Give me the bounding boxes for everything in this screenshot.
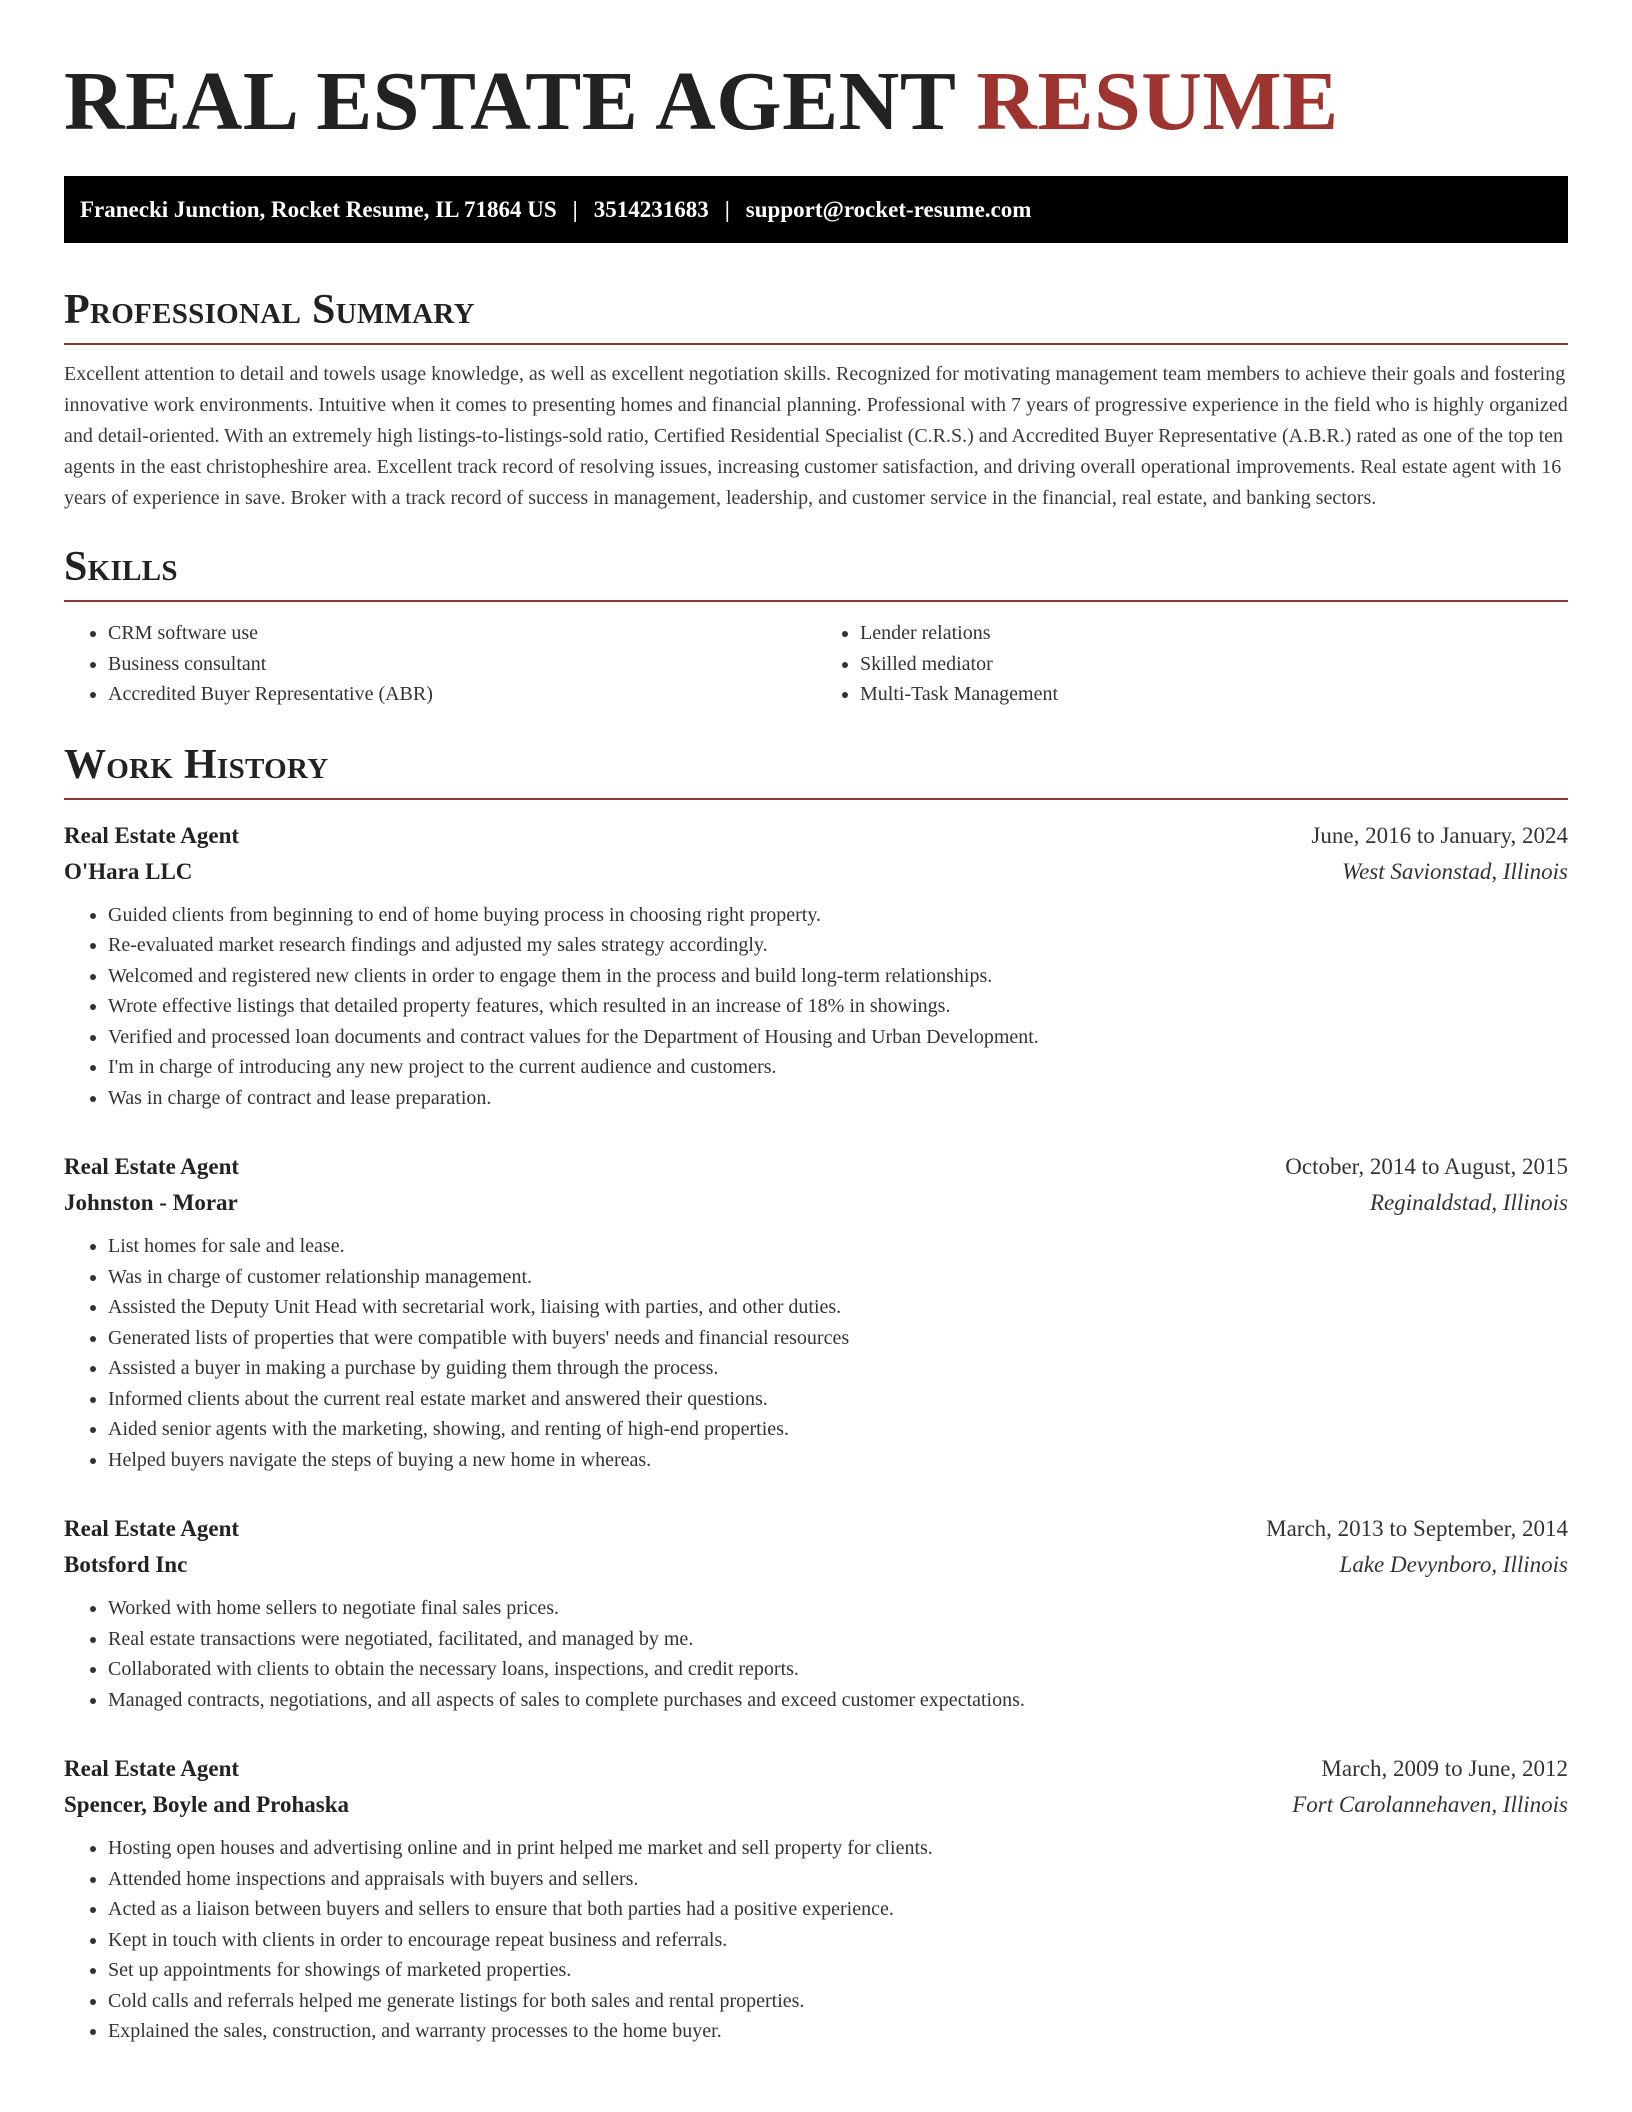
job-bullet: • Cold calls and referrals helped me generate listings for both sales and rental properties. <box>108 1986 1568 2017</box>
job-company-row <box>64 1787 1568 1823</box>
job-bullet: • Set up appointments for showings of marketed properties. <box>108 1955 1568 1986</box>
job-dates: March, 2013 to September, 2014 <box>1266 1516 1568 1541</box>
contact-separator: | <box>572 196 578 222</box>
job-bullet: • Explained the sales, construction, and warranty processes to the home buyer. <box>108 2016 1568 2047</box>
job-bullets <box>64 1593 1568 1715</box>
summary-heading: Professional Summary <box>64 285 1568 345</box>
skill-item: • Multi-Task Management <box>860 679 1568 710</box>
job-bullet: • Welcomed and registered new clients in order to engage them in the process and build long-term relationships. <box>108 961 1568 992</box>
job-bullet: • Collaborated with clients to obtain the necessary loans, inspections, and credit reports. <box>108 1654 1568 1685</box>
job-location: Reginaldstad, Illinois <box>1369 1190 1568 1215</box>
job-bullet: • Hosting open houses and advertising online and in print helped me market and sell property for clients. <box>108 1833 1568 1864</box>
job-bullet: • Verified and processed loan documents and contract values for the Department of Housing and Urban Development. <box>108 1022 1568 1053</box>
job-bullet: • Real estate transactions were negotiated, facilitated, and managed by me. <box>108 1624 1568 1655</box>
job-entry <box>64 1751 1568 2047</box>
job-location: Lake Devynboro, Illinois <box>1339 1552 1568 1577</box>
contact-bar <box>64 176 1568 243</box>
job-header-row <box>64 1751 1568 1787</box>
job-header-row <box>64 818 1568 854</box>
resume-title <box>64 0 1568 148</box>
job-company: O'Hara LLC <box>64 858 193 884</box>
summary-section <box>64 285 1568 514</box>
job-bullet: • List homes for sale and lease. <box>108 1231 1568 1262</box>
job-company: Spencer, Boyle and Prohaska <box>64 1792 349 1817</box>
job-bullet: • Worked with home sellers to negotiate final sales prices. <box>108 1593 1568 1624</box>
job-bullet: • Re-evaluated market research findings and adjusted my sales strategy accordingly. <box>108 930 1568 961</box>
job-bullets <box>64 1833 1568 2047</box>
job-bullet: • Aided senior agents with the marketing, showing, and renting of high-end properties. <box>108 1414 1568 1445</box>
job-title: Real Estate Agent <box>64 822 240 848</box>
job-title: Real Estate Agent <box>64 1756 240 1781</box>
job-entry <box>64 1149 1568 1475</box>
job-dates: October, 2014 to August, 2015 <box>1285 1154 1568 1179</box>
skills-list-right <box>816 618 1568 710</box>
skills-heading: Skills <box>64 542 1568 602</box>
job-bullet: • Generated lists of properties that were compatible with buyers' needs and financial resources <box>108 1323 1568 1354</box>
job-bullet: • Was in charge of contract and lease preparation. <box>108 1083 1568 1114</box>
job-company-row <box>64 1547 1568 1583</box>
job-title: Real Estate Agent <box>64 1516 240 1541</box>
job-entry <box>64 1511 1568 1715</box>
job-bullet: • I'm in charge of introducing any new project to the current audience and customers. <box>108 1052 1568 1083</box>
job-company: Johnston - Morar <box>64 1190 238 1215</box>
job-bullet: • Wrote effective listings that detailed property features, which resulted in an increase of 18% in showings. <box>108 991 1568 1022</box>
job-bullet: • Attended home inspections and appraisals with buyers and sellers. <box>108 1864 1568 1895</box>
skill-item: • Lender relations <box>860 618 1568 649</box>
skills-list-left <box>64 618 816 710</box>
title-accent: RESUME <box>976 55 1339 148</box>
contact-address: Franecki Junction, Rocket Resume, IL 71864 US <box>80 196 557 222</box>
contact-email: support@rocket-resume.com <box>745 196 1032 222</box>
job-dates: June, 2016 to January, 2024 <box>1311 822 1568 848</box>
job-title: Real Estate Agent <box>64 1154 240 1179</box>
job-entry <box>64 818 1568 1114</box>
title-main: REAL ESTATE AGENT <box>64 55 955 148</box>
work-history-section <box>64 740 1568 2047</box>
summary-text: Excellent attention to detail and towels usage knowledge, as well as excellent negotiation skills. Recognized for motivating management team members to achieve their goals and fostering innovative work environments. Intuitive when it comes to presenting homes and financial planning. Professional with 7 years of progressive experience in the field who is highly organized and detail-oriented. With an extremely high listings-to-listings-sold ratio, Certified Residential Specialist (C.R.S.) and Accredited Buyer Representative (A.B.R.) rated as one of the top ten agents in the east christopheshire area. Excellent track record of resolving issues, increasing customer satisfaction, and driving overall operational improvements. Real estate agent with 16 years of experience in save. Broker with a track record of success in management, leadership, and customer service in the financial, real estate, and banking sectors. <box>64 363 1568 509</box>
skill-item: • CRM software use <box>108 618 816 649</box>
job-bullet: • Acted as a liaison between buyers and sellers to ensure that both parties had a positive experience. <box>108 1894 1568 1925</box>
job-company-row <box>64 854 1568 890</box>
skills-section <box>64 542 1568 710</box>
job-bullet: • Was in charge of customer relationship management. <box>108 1262 1568 1293</box>
job-bullet: • Guided clients from beginning to end of home buying process in choosing right property. <box>108 900 1568 931</box>
job-bullets <box>64 1231 1568 1475</box>
job-bullet: • Informed clients about the current real estate market and answered their questions. <box>108 1384 1568 1415</box>
work-history-heading: Work History <box>64 740 1568 800</box>
contact-separator: | <box>724 196 730 222</box>
job-bullet: • Assisted the Deputy Unit Head with secretarial work, liaising with parties, and other duties. <box>108 1292 1568 1323</box>
job-header-row <box>64 1511 1568 1547</box>
skill-item: • Accredited Buyer Representative (ABR) <box>108 679 816 710</box>
skill-item: • Skilled mediator <box>860 649 1568 680</box>
job-bullet: • Helped buyers navigate the steps of buying a new home in whereas. <box>108 1445 1568 1476</box>
job-location: Fort Carolannehaven, Illinois <box>1292 1792 1568 1817</box>
job-header-row <box>64 1149 1568 1185</box>
job-company: Botsford Inc <box>64 1552 188 1577</box>
job-bullet: • Assisted a buyer in making a purchase by guiding them through the process. <box>108 1353 1568 1384</box>
job-bullet: • Kept in touch with clients in order to encourage repeat business and referrals. <box>108 1925 1568 1956</box>
skill-item: • Business consultant <box>108 649 816 680</box>
contact-phone: 3514231683 <box>593 196 709 222</box>
job-bullets <box>64 900 1568 1114</box>
job-dates: March, 2009 to June, 2012 <box>1321 1756 1568 1781</box>
skills-grid <box>64 618 1568 710</box>
job-location: West Savionstad, Illinois <box>1342 858 1568 884</box>
job-company-row <box>64 1185 1568 1221</box>
job-bullet: • Managed contracts, negotiations, and all aspects of sales to complete purchases and exceed customer expectations. <box>108 1685 1568 1716</box>
